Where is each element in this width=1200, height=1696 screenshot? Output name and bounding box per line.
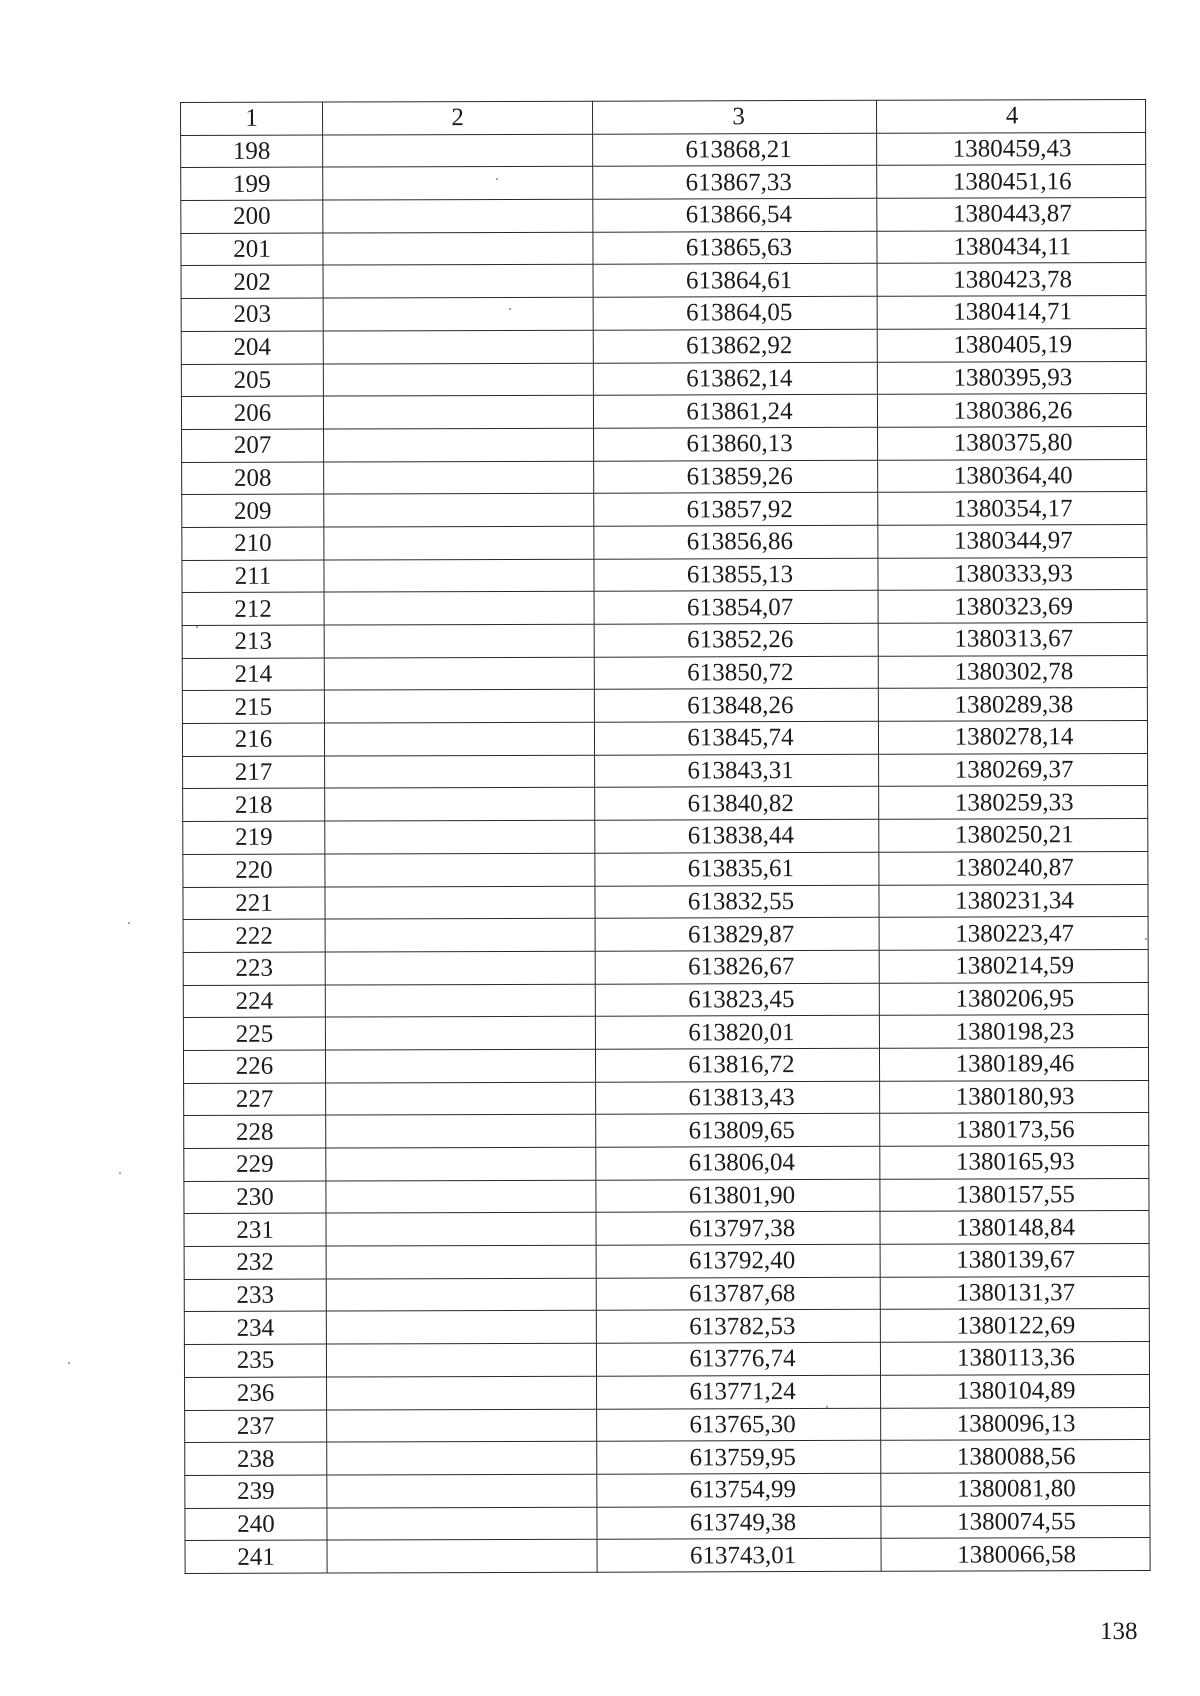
table-row — [185, 1407, 1150, 1443]
y-coordinate-cell: 1380443,87 — [877, 198, 1146, 232]
y-coordinate-cell: 1380206,95 — [879, 982, 1148, 1016]
table-row — [183, 982, 1148, 1018]
point-number-cell: 212 — [182, 592, 324, 625]
x-coordinate-cell: 613832,55 — [595, 885, 879, 919]
x-coordinate-cell: 613865,63 — [593, 231, 877, 265]
point-number-cell: 216 — [182, 723, 324, 756]
y-coordinate-cell: 1380231,34 — [879, 884, 1148, 918]
point-number-cell: 214 — [182, 658, 324, 691]
table-row — [182, 688, 1147, 724]
x-coordinate-cell: 613816,72 — [595, 1048, 879, 1082]
description-cell — [325, 755, 595, 789]
table-header — [181, 99, 1146, 135]
y-coordinate-cell: 1380302,78 — [878, 655, 1147, 689]
scan-speck — [196, 626, 198, 628]
table-row — [182, 655, 1147, 691]
point-number-cell: 229 — [184, 1148, 326, 1181]
table-row — [183, 786, 1148, 822]
y-coordinate-cell: 1380354,17 — [878, 492, 1147, 526]
x-coordinate-cell: 613864,05 — [593, 296, 877, 330]
table-row — [181, 165, 1146, 201]
table-row — [182, 492, 1147, 528]
point-number-cell: 223 — [183, 952, 325, 985]
y-coordinate-cell: 1380375,80 — [878, 426, 1147, 460]
x-coordinate-cell: 613838,44 — [595, 819, 879, 853]
point-number-cell: 217 — [183, 756, 325, 789]
description-cell — [326, 1147, 596, 1181]
description-cell — [324, 526, 594, 560]
point-number-cell: 204 — [181, 331, 323, 364]
description-cell — [325, 820, 595, 854]
description-cell — [326, 1311, 596, 1345]
point-number-cell: 222 — [183, 919, 325, 952]
description-cell — [324, 690, 594, 724]
x-coordinate-cell: 613857,92 — [594, 493, 878, 527]
table-row — [182, 721, 1147, 757]
point-number-cell: 226 — [183, 1050, 325, 1083]
table-row — [185, 1374, 1150, 1410]
point-number-cell: 234 — [184, 1311, 326, 1344]
page-number: 138 — [1100, 1618, 1138, 1645]
table-body — [181, 132, 1151, 1573]
y-coordinate-cell: 1380423,78 — [877, 263, 1146, 297]
table-row — [185, 1472, 1150, 1508]
y-coordinate-cell: 1380333,93 — [878, 557, 1147, 591]
table-row — [181, 328, 1146, 364]
point-number-cell: 227 — [184, 1083, 326, 1116]
point-number-cell: 200 — [181, 200, 323, 233]
column-header-4: 4 — [876, 99, 1145, 133]
x-coordinate-cell: 613806,04 — [596, 1146, 880, 1180]
description-cell — [327, 1507, 597, 1541]
table-row — [181, 296, 1146, 332]
table-row — [183, 949, 1148, 985]
table-row — [184, 1113, 1149, 1149]
x-coordinate-cell: 613867,33 — [593, 166, 877, 200]
description-cell — [324, 461, 594, 495]
point-number-cell: 201 — [181, 233, 323, 266]
x-coordinate-cell: 613754,99 — [597, 1473, 881, 1507]
scan-speck — [128, 922, 130, 924]
description-cell — [323, 199, 593, 233]
point-number-cell: 209 — [182, 494, 324, 527]
description-cell — [325, 918, 595, 952]
table-row — [181, 132, 1146, 168]
y-coordinate-cell: 1380240,87 — [879, 851, 1148, 885]
point-number-cell: 206 — [181, 396, 323, 429]
y-coordinate-cell: 1380173,56 — [880, 1113, 1149, 1147]
table-row — [184, 1178, 1149, 1214]
y-coordinate-cell: 1380139,67 — [880, 1244, 1149, 1278]
y-coordinate-cell: 1380214,59 — [879, 949, 1148, 983]
column-header-1: 1 — [181, 102, 323, 135]
table-row — [181, 361, 1146, 397]
x-coordinate-cell: 613776,74 — [596, 1342, 880, 1376]
x-coordinate-cell: 613743,01 — [597, 1539, 881, 1573]
y-coordinate-cell: 1380269,37 — [879, 753, 1148, 787]
table-row — [184, 1244, 1149, 1280]
point-number-cell: 208 — [182, 462, 324, 495]
table-row — [181, 263, 1146, 299]
table-row — [183, 917, 1148, 953]
description-cell — [325, 853, 595, 887]
point-number-cell: 233 — [184, 1279, 326, 1312]
scan-speck — [119, 1172, 121, 1174]
table-row — [185, 1505, 1150, 1541]
x-coordinate-cell: 613823,45 — [595, 983, 879, 1017]
point-number-cell: 205 — [181, 364, 323, 397]
description-cell — [324, 592, 594, 626]
y-coordinate-cell: 1380088,56 — [881, 1440, 1150, 1474]
x-coordinate-cell: 613801,90 — [596, 1179, 880, 1213]
y-coordinate-cell: 1380165,93 — [880, 1145, 1149, 1179]
y-coordinate-cell: 1380289,38 — [878, 688, 1147, 722]
x-coordinate-cell: 613797,38 — [596, 1212, 880, 1246]
x-coordinate-cell: 613864,61 — [593, 264, 877, 298]
point-number-cell: 215 — [182, 690, 324, 723]
y-coordinate-cell: 1380414,71 — [877, 296, 1146, 330]
x-coordinate-cell: 613809,65 — [596, 1114, 880, 1148]
point-number-cell: 228 — [184, 1115, 326, 1148]
y-coordinate-cell: 1380459,43 — [877, 132, 1146, 166]
description-cell — [325, 1049, 595, 1083]
description-cell — [324, 559, 594, 593]
point-number-cell: 238 — [185, 1442, 327, 1475]
description-cell — [325, 886, 595, 920]
description-cell — [326, 1082, 596, 1116]
y-coordinate-cell: 1380198,23 — [879, 1015, 1148, 1049]
x-coordinate-cell: 613826,67 — [595, 950, 879, 984]
point-number-cell: 225 — [183, 1017, 325, 1050]
point-number-cell: 220 — [183, 854, 325, 887]
point-number-cell: 202 — [181, 265, 323, 298]
x-coordinate-cell: 613868,21 — [593, 133, 877, 167]
x-coordinate-cell: 613787,68 — [596, 1277, 880, 1311]
x-coordinate-cell: 613792,40 — [596, 1244, 880, 1278]
point-number-cell: 199 — [181, 167, 323, 200]
x-coordinate-cell: 613862,92 — [593, 329, 877, 363]
description-cell — [327, 1409, 597, 1443]
y-coordinate-cell: 1380131,37 — [880, 1276, 1149, 1310]
table-row — [183, 1015, 1148, 1051]
y-coordinate-cell: 1380344,97 — [878, 524, 1147, 558]
description-cell — [323, 265, 593, 299]
description-cell — [326, 1245, 596, 1279]
x-coordinate-cell: 613855,13 — [594, 558, 878, 592]
x-coordinate-cell: 613848,26 — [594, 689, 878, 723]
table-row — [181, 394, 1146, 430]
description-cell — [324, 657, 594, 691]
y-coordinate-cell: 1380313,67 — [878, 622, 1147, 656]
x-coordinate-cell: 613765,30 — [597, 1408, 881, 1442]
point-number-cell: 224 — [183, 985, 325, 1018]
x-coordinate-cell: 613854,07 — [594, 591, 878, 625]
y-coordinate-cell: 1380278,14 — [878, 721, 1147, 755]
description-cell — [325, 1016, 595, 1050]
description-cell — [327, 1474, 597, 1508]
y-coordinate-cell: 1380189,46 — [879, 1047, 1148, 1081]
description-cell — [324, 493, 594, 527]
y-coordinate-cell: 1380259,33 — [879, 786, 1148, 820]
description-cell — [323, 330, 593, 364]
point-number-cell: 240 — [185, 1508, 327, 1541]
y-coordinate-cell: 1380157,55 — [880, 1178, 1149, 1212]
x-coordinate-cell: 613829,87 — [595, 917, 879, 951]
description-cell — [327, 1539, 597, 1573]
y-coordinate-cell: 1380451,16 — [877, 165, 1146, 199]
x-coordinate-cell: 613862,14 — [593, 362, 877, 396]
description-cell — [325, 788, 595, 822]
table-row — [181, 198, 1146, 234]
y-coordinate-cell: 1380074,55 — [881, 1505, 1150, 1539]
y-coordinate-cell: 1380180,93 — [880, 1080, 1149, 1114]
table-row — [184, 1276, 1149, 1312]
point-number-cell: 237 — [185, 1410, 327, 1443]
x-coordinate-cell: 613859,26 — [594, 460, 878, 494]
table-row — [183, 884, 1148, 920]
x-coordinate-cell: 613850,72 — [594, 656, 878, 690]
table-row — [182, 557, 1147, 593]
description-cell — [323, 297, 593, 331]
table-row — [183, 819, 1148, 855]
table-row — [182, 426, 1147, 462]
table-row — [182, 524, 1147, 560]
table-row — [181, 230, 1146, 266]
scan-speck — [1145, 938, 1147, 940]
description-cell — [323, 232, 593, 266]
y-coordinate-cell: 1380096,13 — [881, 1407, 1150, 1441]
y-coordinate-cell: 1380386,26 — [877, 394, 1146, 428]
coordinates-table — [180, 99, 1151, 1574]
x-coordinate-cell: 613840,82 — [595, 787, 879, 821]
x-coordinate-cell: 613759,95 — [597, 1440, 881, 1474]
column-header-3: 3 — [592, 100, 876, 134]
description-cell — [323, 134, 593, 168]
point-number-cell: 210 — [182, 527, 324, 560]
x-coordinate-cell: 613845,74 — [594, 721, 878, 755]
x-coordinate-cell: 613813,43 — [596, 1081, 880, 1115]
description-cell — [327, 1441, 597, 1475]
point-number-cell: 241 — [185, 1540, 327, 1573]
description-cell — [323, 395, 593, 429]
table-row — [184, 1080, 1149, 1116]
y-coordinate-cell: 1380104,89 — [881, 1374, 1150, 1408]
scan-speck — [826, 1406, 828, 1408]
point-number-cell: 236 — [185, 1377, 327, 1410]
table-row — [184, 1211, 1149, 1247]
y-coordinate-cell: 1380405,19 — [877, 328, 1146, 362]
point-number-cell: 203 — [181, 298, 323, 331]
y-coordinate-cell: 1380113,36 — [880, 1342, 1149, 1376]
table-row — [183, 851, 1148, 887]
table-row — [185, 1538, 1150, 1574]
point-number-cell: 230 — [184, 1181, 326, 1214]
description-cell — [326, 1213, 596, 1247]
x-coordinate-cell: 613856,86 — [594, 525, 878, 559]
x-coordinate-cell: 613843,31 — [595, 754, 879, 788]
scan-speck — [496, 178, 498, 180]
x-coordinate-cell: 613820,01 — [595, 1016, 879, 1050]
point-number-cell: 239 — [185, 1475, 327, 1508]
x-coordinate-cell: 613771,24 — [597, 1375, 881, 1409]
table-row — [182, 622, 1147, 658]
table-row — [183, 753, 1148, 789]
point-number-cell: 232 — [184, 1246, 326, 1279]
x-coordinate-cell: 613861,24 — [593, 394, 877, 428]
point-number-cell: 211 — [182, 560, 324, 593]
header-row — [181, 99, 1146, 135]
table-row — [184, 1342, 1149, 1378]
y-coordinate-cell: 1380434,11 — [877, 230, 1146, 264]
table-row — [182, 590, 1147, 626]
description-cell — [324, 428, 594, 462]
point-number-cell: 213 — [182, 625, 324, 658]
table-row — [183, 1047, 1148, 1083]
scan-speck — [509, 308, 511, 310]
y-coordinate-cell: 1380395,93 — [877, 361, 1146, 395]
y-coordinate-cell: 1380066,58 — [881, 1538, 1150, 1572]
y-coordinate-cell: 1380364,40 — [878, 459, 1147, 493]
table-row — [184, 1145, 1149, 1181]
point-number-cell: 218 — [183, 788, 325, 821]
x-coordinate-cell: 613835,61 — [595, 852, 879, 886]
column-header-2: 2 — [323, 101, 593, 135]
description-cell — [324, 624, 594, 658]
description-cell — [327, 1376, 597, 1410]
x-coordinate-cell: 613782,53 — [596, 1310, 880, 1344]
point-number-cell: 207 — [182, 429, 324, 462]
description-cell — [326, 1278, 596, 1312]
description-cell — [325, 984, 595, 1018]
table-row — [184, 1309, 1149, 1345]
description-cell — [326, 1115, 596, 1149]
y-coordinate-cell: 1380081,80 — [881, 1472, 1150, 1506]
point-number-cell: 198 — [181, 135, 323, 168]
table-row — [182, 459, 1147, 495]
y-coordinate-cell: 1380323,69 — [878, 590, 1147, 624]
point-number-cell: 219 — [183, 821, 325, 854]
description-cell — [325, 951, 595, 985]
description-cell — [323, 167, 593, 201]
y-coordinate-cell: 1380122,69 — [880, 1309, 1149, 1343]
y-coordinate-cell: 1380250,21 — [879, 819, 1148, 853]
point-number-cell: 221 — [183, 887, 325, 920]
x-coordinate-cell: 613866,54 — [593, 198, 877, 232]
x-coordinate-cell: 613860,13 — [594, 427, 878, 461]
point-number-cell: 231 — [184, 1213, 326, 1246]
description-cell — [326, 1180, 596, 1214]
y-coordinate-cell: 1380148,84 — [880, 1211, 1149, 1245]
x-coordinate-cell: 613749,38 — [597, 1506, 881, 1540]
y-coordinate-cell: 1380223,47 — [879, 917, 1148, 951]
table-row — [185, 1440, 1150, 1476]
description-cell — [324, 722, 594, 756]
scan-speck — [68, 1362, 70, 1364]
description-cell — [326, 1343, 596, 1377]
x-coordinate-cell: 613852,26 — [594, 623, 878, 657]
point-number-cell: 235 — [184, 1344, 326, 1377]
description-cell — [323, 363, 593, 397]
